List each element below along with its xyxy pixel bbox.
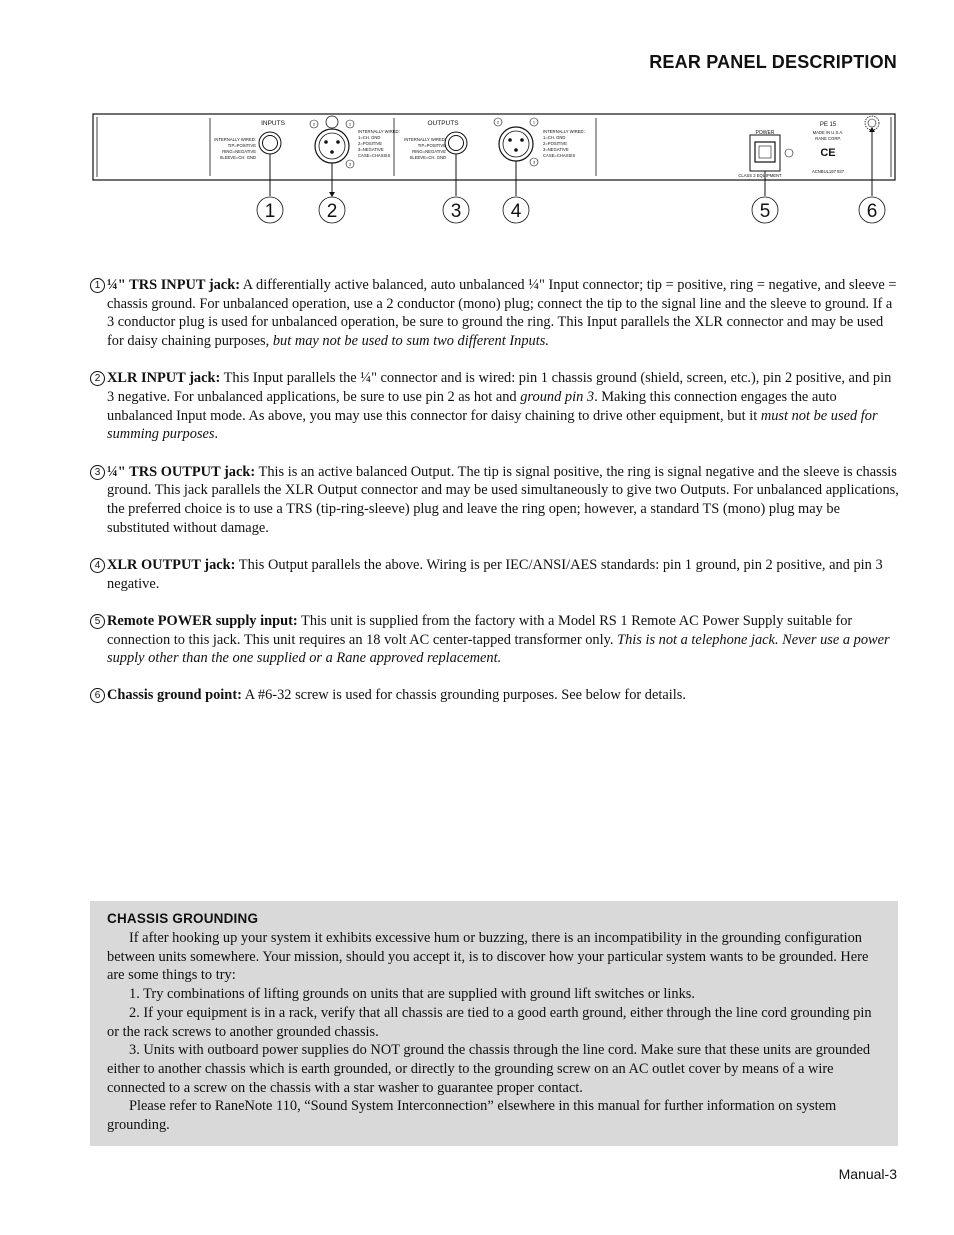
- svg-text:6: 6: [866, 201, 878, 222]
- svg-text:3: 3: [348, 161, 352, 167]
- svg-text:5: 5: [759, 201, 771, 222]
- item-number: 3: [90, 465, 105, 480]
- connector-descriptions: [90, 276, 900, 724]
- callout-1: [257, 154, 283, 223]
- svg-text:3=NEGATIVE: 3=NEGATIVE: [543, 147, 569, 152]
- svg-text:MADE IN U.S.A.: MADE IN U.S.A.: [812, 130, 844, 135]
- item-number: 5: [90, 614, 105, 629]
- svg-text:POWER: POWER: [755, 130, 775, 136]
- svg-text:2: 2: [312, 121, 316, 127]
- svg-text:CLASS 2 EQUIPMENT: CLASS 2 EQUIPMENT: [738, 173, 782, 178]
- svg-text:SLEEVE=CH. GND: SLEEVE=CH. GND: [409, 155, 446, 160]
- item-title: Remote POWER supply input:: [107, 612, 298, 629]
- svg-text:INTERNALLY WIRED:: INTERNALLY WIRED:: [214, 137, 256, 142]
- svg-text:CASE=CHASSIS: CASE=CHASSIS: [543, 153, 576, 158]
- item-trs-output: [90, 463, 900, 538]
- item-trs-input: [90, 276, 900, 351]
- svg-text:3: 3: [532, 159, 536, 165]
- svg-text:INTERNALLY WIRED:: INTERNALLY WIRED:: [543, 129, 585, 134]
- ce-mark: CE: [820, 147, 836, 159]
- svg-text:1: 1: [532, 119, 536, 125]
- power-jack: [738, 130, 793, 178]
- item-text: . Making this connection engages the auto unbalanced Input mode. As above, you may use this connector for daisy chaining to drive other equipment, but it: [107, 389, 837, 424]
- item-text: This is an active balanced Output. The tip is signal positive, the ring is signal negative and the sleeve is chassis ground. This jack parallels the XLR Output connector and may be used simultaneously to give two Outputs. For unbalanced applications, the preferred choice is to use a TRS (tip-ring-sleeve) plug and leave the ring open; however, a standard TS (mono) plug may be substituted without damage.: [107, 463, 899, 536]
- item-text: This Output parallels the above. Wiring is per IEC/ANSI/AES standards: pin 1 ground, pin 2 positive, and pin 3 negative.: [107, 556, 883, 592]
- box-paragraph: Please refer to RaneNote 110, “Sound System Interconnection” elsewhere in this manual for further information on system grounding.: [107, 1098, 837, 1134]
- item-text: .: [214, 426, 219, 443]
- xlr-output-wiring-text: [543, 129, 585, 158]
- model-label-block: [812, 122, 845, 174]
- item-title: XLR OUTPUT jack:: [107, 556, 236, 573]
- svg-text:ACNBUL197 837: ACNBUL197 837: [811, 169, 845, 174]
- svg-text:2: 2: [496, 119, 500, 125]
- trs-output-wiring-text: [404, 137, 446, 160]
- item-title: ¼" TRS OUTPUT jack:: [107, 463, 256, 480]
- svg-text:CASE=CHASSIS: CASE=CHASSIS: [358, 153, 391, 158]
- box-paragraph: 2. If your equipment is in a rack, verify that all chassis are tied to a good earth ground, either through the line cord grounding pin or the rack screws to another grounded chassis.: [107, 1004, 872, 1040]
- item-power-input: [90, 612, 900, 668]
- svg-text:RANE CORP.: RANE CORP.: [815, 136, 841, 141]
- svg-text:RING=NEGATIVE: RING=NEGATIVE: [412, 149, 446, 154]
- item-number: 2: [90, 371, 105, 386]
- item-text: A differentially active balanced, auto unbalanced ¼" Input connector; tip = positive, ring = negative, and sleeve = chassis ground. For unbalanced operation, use a 2 conductor (mono) plug; connect the tip to the signal line and the sleeve to ground. If a 3 conductor plug is used for unbalanced operation, be sure to ground the ring. This Input parallels the XLR connector and may be used for daisy chaining purposes,: [107, 277, 897, 350]
- svg-text:1=CH. GND: 1=CH. GND: [543, 135, 566, 140]
- item-text: This Input parallels the ¼" connector and is wired: pin 1 chassis ground (shield, screen, etc.), pin 2 positive, and pin 3 negative. For unbalanced applications, be sure to use pin 2 as hot and: [107, 370, 892, 406]
- svg-text:2: 2: [326, 201, 338, 222]
- xlr-output-jack: [494, 118, 538, 166]
- svg-text:2=POSITIVE: 2=POSITIVE: [358, 141, 383, 146]
- box-paragraph: 3. Units with outboard power supplies do NOT ground the chassis through the line cord. Make sure that these units are grounded either to another chassis which is earth grounded, or directly to the grounding screw on an AC outlet cover by means of a wire connected to a screw on the chassis with a star washer to guarantee proper contact.: [107, 1042, 871, 1096]
- item-title: ¼" TRS INPUT jack:: [107, 277, 240, 293]
- item-number: 6: [90, 688, 105, 703]
- svg-text:3: 3: [450, 201, 462, 222]
- callout-2: [319, 163, 345, 223]
- item-number: 1: [90, 278, 105, 293]
- item-italic: but may not be used to sum two different Inputs.: [272, 333, 549, 350]
- trs-output-jack: [445, 132, 467, 154]
- callout-4: [503, 161, 529, 223]
- xlr-input-jack: [310, 116, 354, 168]
- callout-3: [443, 154, 469, 223]
- inputs-label: INPUTS: [261, 120, 285, 127]
- trs-input-jack: [259, 132, 281, 154]
- svg-text:INTERNALLY WIRED:: INTERNALLY WIRED:: [404, 137, 446, 142]
- svg-text:4: 4: [510, 201, 522, 222]
- item-chassis-ground: [90, 686, 900, 705]
- item-title: Chassis ground point:: [107, 687, 242, 704]
- svg-text:TIP=POSITIVE: TIP=POSITIVE: [417, 143, 446, 148]
- svg-text:RING=NEGATIVE: RING=NEGATIVE: [222, 149, 256, 154]
- page-number: Manual-3: [838, 1166, 897, 1182]
- xlr-input-wiring-text: [358, 129, 400, 158]
- svg-text:INTERNALLY WIRED:: INTERNALLY WIRED:: [358, 129, 400, 134]
- svg-text:1: 1: [264, 201, 276, 222]
- item-text: A #6-32 screw is used for chassis grounding purposes. See below for details.: [241, 687, 686, 704]
- item-italic: must not be used for summing purposes: [107, 407, 878, 443]
- svg-text:SLEEVE=CH. GND: SLEEVE=CH. GND: [219, 155, 256, 160]
- callout-6: [859, 127, 885, 223]
- rear-panel-diagram: [88, 108, 900, 228]
- item-xlr-input: [90, 369, 900, 444]
- page-title: REAR PANEL DESCRIPTION: [649, 52, 897, 72]
- box-paragraph: 1. Try combinations of lifting grounds on units that are supplied with ground lift switches or links.: [129, 986, 695, 1003]
- box-title: CHASSIS GROUNDING: [107, 911, 259, 926]
- svg-text:3=NEGATIVE: 3=NEGATIVE: [358, 147, 384, 152]
- callout-5: [752, 171, 778, 223]
- box-paragraph: If after hooking up your system it exhibits excessive hum or buzzing, there is an incompatibility in the grounding configuration between units somewhere. Your mission, should you accept it, is to discover how your particular system wants to be grounded. Here are some things to try:: [107, 930, 869, 984]
- item-xlr-output: [90, 556, 900, 593]
- item-italic: This is not a telephone jack. Never use a power supply other than the one supplied or a Rane approved replacement.: [107, 631, 890, 667]
- svg-text:1=CH. GND: 1=CH. GND: [358, 135, 381, 140]
- svg-text:1: 1: [348, 121, 352, 127]
- outputs-label: OUTPUTS: [427, 120, 459, 127]
- item-italic: ground pin 3: [520, 389, 595, 406]
- svg-text:2=POSITIVE: 2=POSITIVE: [543, 141, 568, 146]
- svg-text:PE 15: PE 15: [819, 122, 837, 128]
- svg-text:TIP=POSITIVE: TIP=POSITIVE: [227, 143, 256, 148]
- item-number: 4: [90, 558, 105, 573]
- item-title: XLR INPUT jack:: [107, 370, 221, 387]
- chassis-grounding-box: [90, 901, 898, 1146]
- item-text: This unit is supplied from the factory with a Model RS 1 Remote AC Power Supply suitable for connection to this jack. This unit requires an 18 volt AC center-tapped transformer only.: [107, 612, 853, 648]
- trs-input-wiring-text: [214, 137, 256, 160]
